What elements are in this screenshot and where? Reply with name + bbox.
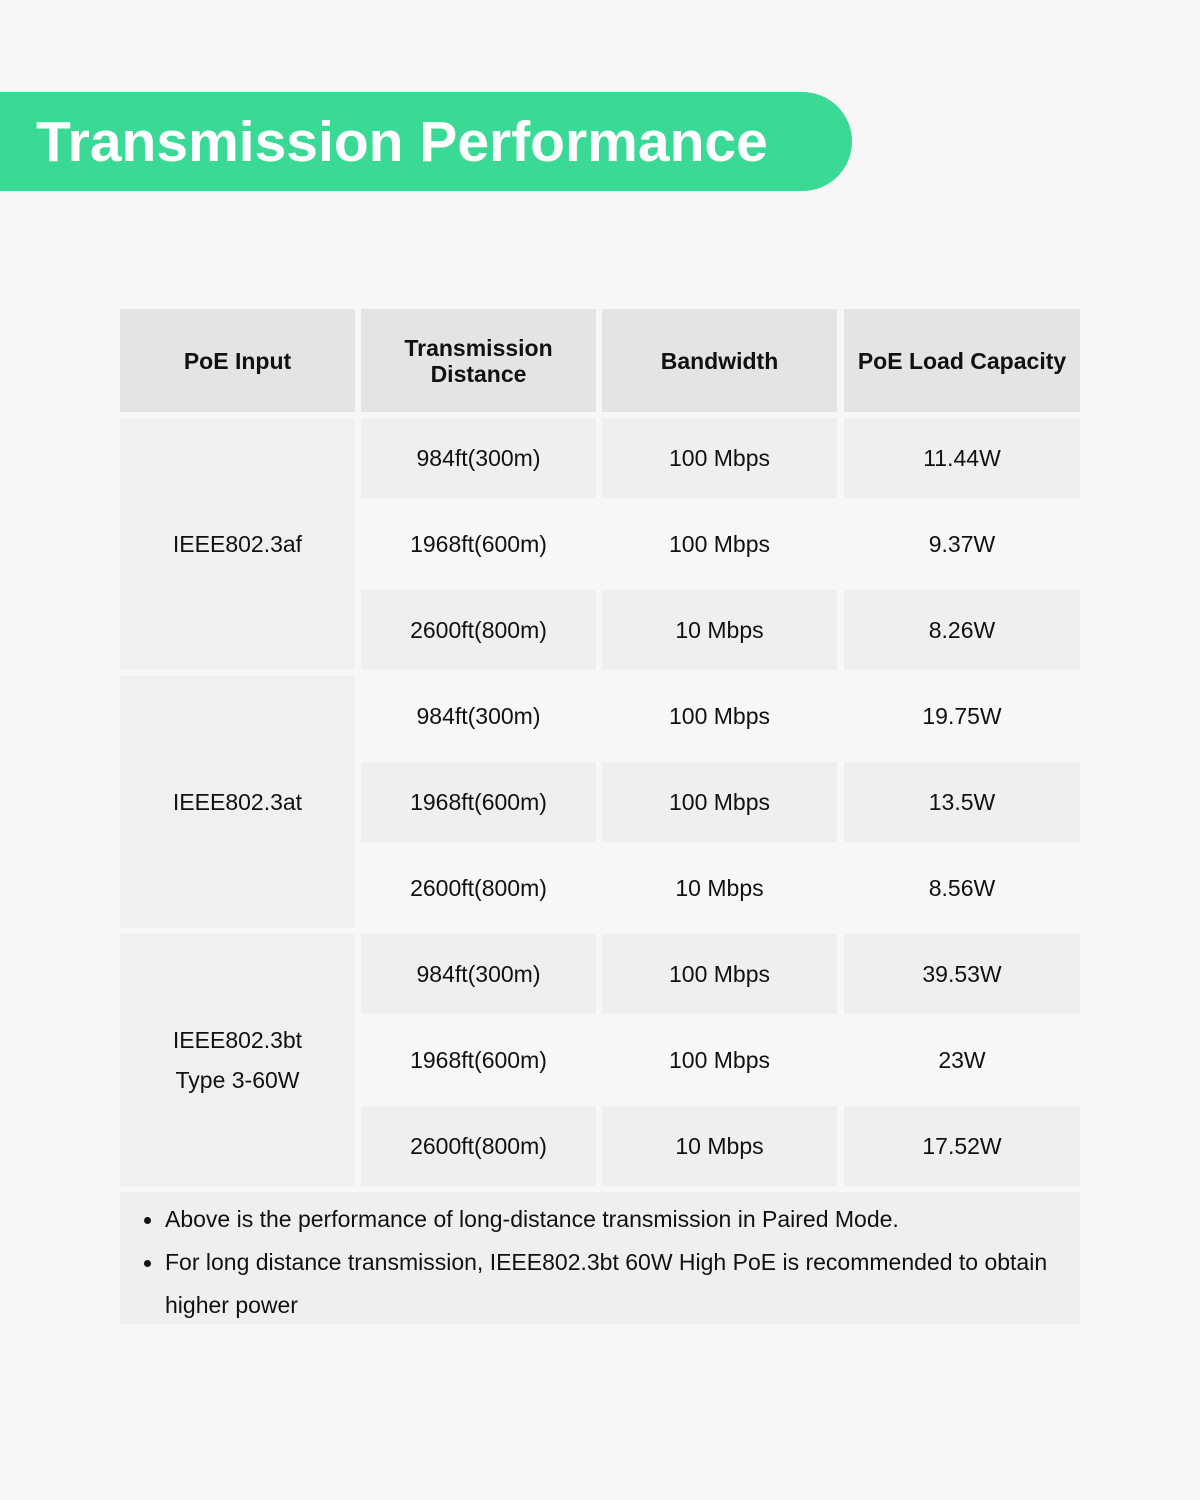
cell-bandwidth: 10 Mbps (675, 874, 764, 901)
cell-load: 9.37W (928, 530, 996, 557)
cell-bandwidth: 10 Mbps (602, 590, 837, 670)
cell-bandwidth: 10 Mbps (602, 1106, 837, 1186)
cell-distance: 1968ft(600m) (410, 530, 547, 557)
cell-bandwidth: 100 Mbps (602, 934, 837, 1014)
cell-load: 17.52W (844, 1106, 1080, 1186)
header-bandwidth: Bandwidth (602, 309, 837, 412)
bullet-icon (144, 1217, 151, 1224)
bullet-icon (144, 1260, 151, 1267)
cell-distance: 984ft(300m) (361, 934, 596, 1014)
group-poe-input-at (120, 676, 355, 928)
header-transmission-distance-label: Transmission Distance (404, 334, 553, 387)
header-poe-load-capacity: PoE Load Capacity (844, 309, 1080, 412)
cell-distance: 2600ft(800m) (410, 874, 547, 901)
poe-input-label: IEEE802.3af (172, 531, 303, 557)
cell-bandwidth: 100 Mbps (668, 1046, 770, 1073)
poe-input-sublabel: Type 3-60W (175, 1067, 300, 1093)
note-item (140, 1241, 1080, 1327)
cell-load: 39.53W (844, 934, 1080, 1014)
cell-load: 23W (938, 1046, 986, 1073)
cell-distance: 1968ft(600m) (361, 762, 596, 842)
cell-distance: 984ft(300m) (416, 702, 541, 729)
group-poe-input-bt (120, 934, 355, 1186)
cell-distance: 1968ft(600m) (410, 1046, 547, 1073)
cell-distance: 2600ft(800m) (361, 590, 596, 670)
note-item (140, 1198, 1080, 1241)
cell-load: 13.5W (844, 762, 1080, 842)
cell-distance: 2600ft(800m) (361, 1106, 596, 1186)
poe-input-label: IEEE802.3at (172, 789, 303, 815)
cell-load: 8.26W (844, 590, 1080, 670)
cell-load: 19.75W (922, 702, 1002, 729)
cell-bandwidth: 100 Mbps (602, 418, 837, 498)
note-text: Above is the performance of long-distance transmission in Paired Mode. (165, 1206, 899, 1232)
poe-input-label: IEEE802.3bt (172, 1027, 303, 1053)
cell-load: 11.44W (844, 418, 1080, 498)
header-transmission-distance (361, 309, 596, 412)
cell-bandwidth: 100 Mbps (668, 530, 770, 557)
cell-distance: 984ft(300m) (361, 418, 596, 498)
title-banner (0, 92, 852, 191)
group-poe-input-af (120, 418, 355, 670)
cell-bandwidth: 100 Mbps (602, 762, 837, 842)
note-text: For long distance transmission, IEEE802.3bt 60W High PoE is recommended to obtain higher power (165, 1249, 1048, 1318)
notes-box (120, 1192, 1080, 1324)
notes-list (140, 1198, 1080, 1327)
cell-bandwidth: 100 Mbps (668, 702, 770, 729)
header-poe-input: PoE Input (120, 309, 355, 412)
cell-load: 8.56W (928, 874, 996, 901)
page-title: Transmission Performance (36, 109, 768, 174)
